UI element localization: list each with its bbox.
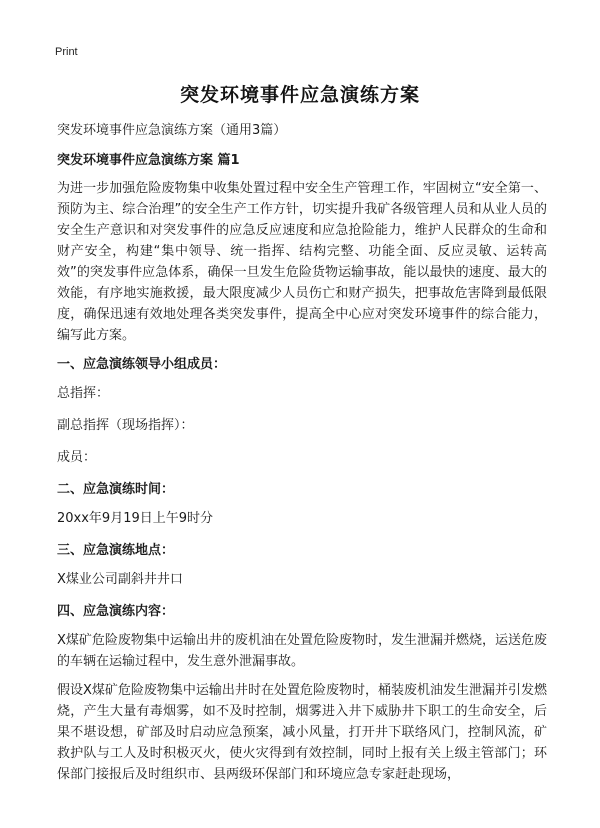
document-subtitle: 突发环境事件应急演练方案（通用3篇）	[57, 123, 287, 138]
heading-location: 三、应急演练地点：	[57, 543, 175, 558]
heading-leadership: 一、应急演练领导小组成员：	[57, 357, 227, 372]
commander-line: 总指挥：	[57, 386, 110, 401]
content-paragraph-1: X煤矿危险废物集中运输出井的废机油在处置危险废物时，发生泄漏并燃烧，运送危废的车辆在运输过程中，发生意外泄漏事故。	[57, 633, 547, 669]
print-link[interactable]: Print	[55, 46, 78, 58]
heading-time: 二、应急演练时间：	[57, 482, 175, 497]
drill-time: 20xx年9月19日上午9时分	[57, 511, 214, 526]
section-title: 突发环境事件应急演练方案 篇1	[57, 153, 240, 168]
intro-paragraph: 为进一步加强危险废物集中收集处置过程中安全生产管理工作，牢固树立“安全第一、预防为主、综合治理”的安全生产工作方针，切实提升我矿各级管理人员和从业人员的安全生产意识和对突发事件的应急反应速度和应急抢险能力，维护人民群众的生命和财产安全，构建“集中领导、统一指挥、结构完整、功能全面、反应灵敏、运转高效”的突发事件应急体系，确保一旦发生危险货物运输事故，能以最快的速度、最大的效能，有序地实施救援，最大限度减少人员伤亡和财产损失，把事故危害降到最低限度，确保迅速有效地处理各类突发事件，提高全中心应对突发环境事件的综合能力，编写此方案。	[57, 181, 547, 343]
members-line: 成员：	[57, 450, 97, 465]
document-title: 突发环境事件应急演练方案	[179, 84, 420, 106]
drill-location: X煤业公司副斜井井口	[57, 572, 183, 587]
deputy-commander-line: 副总指挥（现场指挥）：	[57, 418, 194, 433]
document-body	[57, 120, 547, 793]
content-paragraph-2: 假设X煤矿危险废物集中运输出井时在处置危险废物时，桶装废机油发生泄漏并引发燃烧，产生大量有毒烟雾，如不及时控制，烟雾进入井下威胁井下职工的生命安全，后果不堪设想，矿部及时启动应急预案，减小风量，打开井下联络风门，控制风流，矿救护队与工人及时积极灭火，使火灾得到有效控制，同时上报有关上级主管部门；环保部门接报后及时组织市、县两级环保部门和环境应急专家赶赴现场，	[57, 683, 547, 782]
heading-content: 四、应急演练内容：	[57, 604, 175, 619]
